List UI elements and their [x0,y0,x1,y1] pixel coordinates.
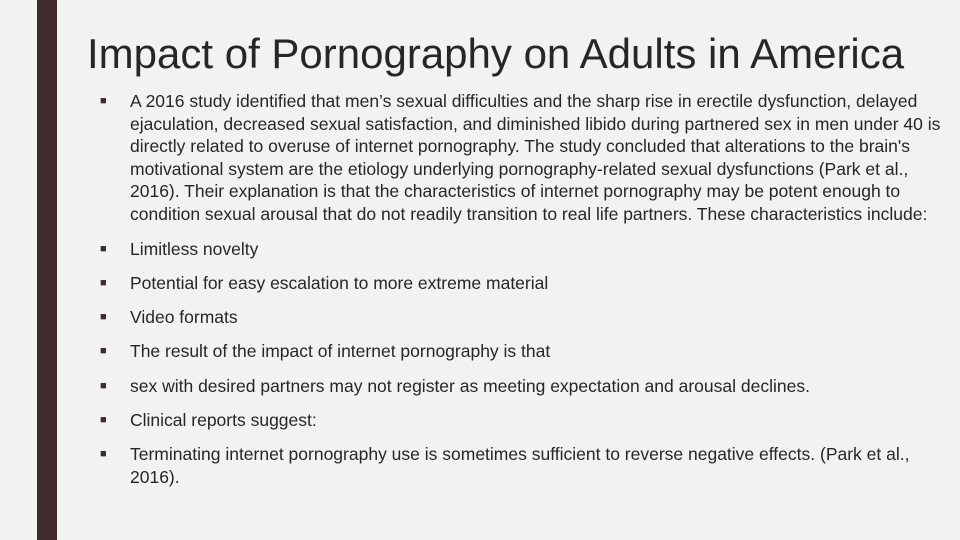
bullet-item-escalation [100,272,955,295]
bullet-text: A 2016 study identified that men’s sexual difficulties and the sharp rise in erectile dysfunction, delayed ejaculation, decreased sexual satisfaction, and diminished libido during partnered sex in men under 40 is directly related to overuse of internet pornography. The study concluded that alterations to the brain's motivational system are the etiology underlying pornography-related sexual dysfunctions (Park et al., 2016). Their explanation is that the characteristics of internet pornography may be potent enough to condition sexual arousal that do not readily transition to real life partners. These characteristics include: [130,91,941,224]
square-bullet-icon: ■ [100,413,107,426]
square-bullet-icon: ■ [100,448,107,461]
bullet-item-clinical [100,409,955,432]
square-bullet-icon: ■ [100,95,107,107]
square-bullet-icon: ■ [100,345,107,358]
bullet-item-novelty [100,238,955,261]
accent-bar [37,0,57,540]
bullet-item-study [100,90,955,226]
bullet-list [100,90,955,488]
slide-title: Impact of Pornography on Adults in America [87,30,905,77]
square-bullet-icon: ■ [100,276,107,289]
square-bullet-icon: ■ [100,379,107,392]
bullet-text: Potential for easy escalation to more extreme material [130,272,549,293]
square-bullet-icon: ■ [100,242,107,255]
bullet-text: Clinical reports suggest: [130,409,317,430]
bullet-item-arousal [100,375,955,398]
bullet-item-video-formats [100,306,955,329]
bullet-item-terminating [100,443,955,488]
bullet-text: Video formats [130,307,238,328]
bullet-text: Limitless novelty [130,238,259,259]
square-bullet-icon: ■ [100,311,107,324]
bullet-text: The result of the impact of internet pornography is that [130,341,551,362]
bullet-item-result [100,340,955,363]
bullet-text: sex with desired partners may not register as meeting expectation and arousal declines. [130,375,810,396]
bullet-text: Terminating internet pornography use is sometimes sufficient to reverse negative effects. (Park et al., 2016). [130,444,910,487]
